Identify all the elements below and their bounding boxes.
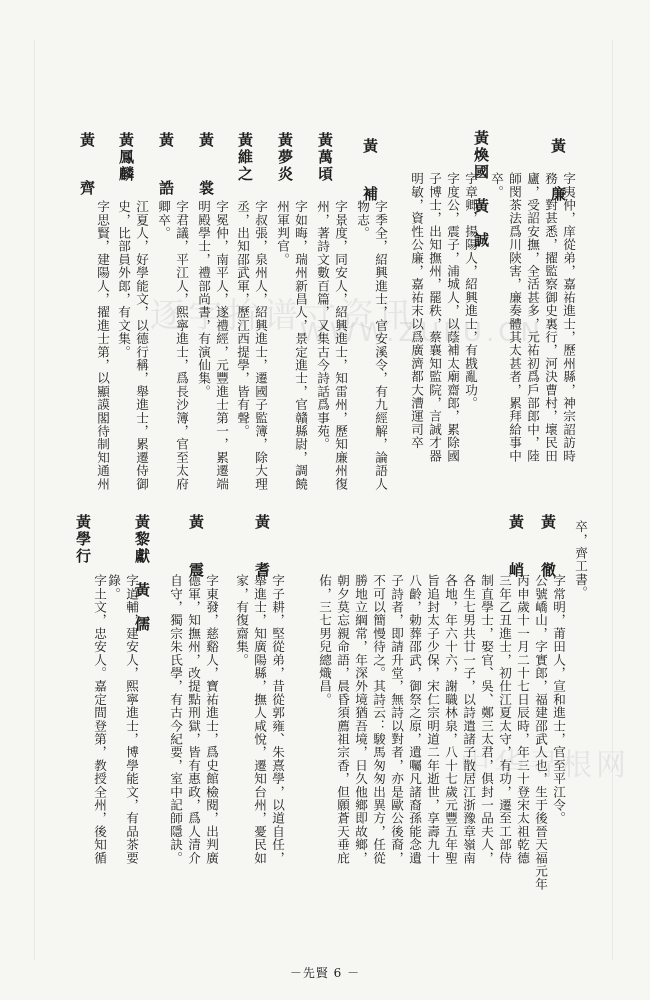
text-line: 字子耕，堅從弟，昔從郭雍、朱熹學，以道自任， (270, 574, 285, 865)
text-line: 舉進士，知廣陽縣，撫人咸悅，遷知台州，憂民如 (252, 574, 267, 865)
entry-name: 黃 徹 (539, 514, 557, 586)
entry-name: 黃 裳 (197, 132, 215, 204)
text-line: 廬，受詔安撫，全活甚多，元祐初爲戶部郎中，陸 (525, 172, 540, 463)
text-line: 字叔張，泉州人，紹興進士，遷國子監簿，除大理 (253, 200, 268, 491)
text-line: 明敏，資性公廉，嘉祐末以爲廣濟都大漕運司卒 (409, 172, 424, 450)
text-line: 字夷仲，庠從弟，嘉祐進士，歷州縣，神宗詔訪時 (561, 172, 576, 463)
text-line: 明殿學士，禮部尚書，有演仙集。 (196, 200, 211, 398)
text-line: 州軍判官。 (275, 200, 290, 266)
text-line: 制直學士，娶官、吳、鄭三太君，俱封一品夫人， (479, 574, 494, 865)
text-line: 字君議，平江人，熙寧進士，爲長沙簿，官至太府 (174, 200, 189, 491)
text-line: 字景度，同安人，紹興進士，知雷州，歷知廉州復 (333, 200, 348, 491)
text-line: 子詩者，即請升堂，無詩以對者，亦是歐公後裔， (389, 574, 404, 865)
text-line: 朝夕莫忘親命語，晨昏須薦祖宗香，但願蒼天垂庇 (335, 574, 350, 865)
text-line: 物志。 (355, 200, 370, 240)
text-line: 字東發，慈谿人，寶祐進士，爲史館檢閱，出判廣 (204, 574, 219, 865)
watermark-upper-en: WWW.ZUPU.CN (300, 318, 544, 348)
text-line: 字思賢，建陽人，擢進士第，以顯謨閣待制知通州 (95, 200, 110, 491)
text-line: 子博士，出知撫州，罷秩，蔡襄知監院，言誠才器 (427, 172, 442, 463)
text-line: 德軍，知撫州，改提點刑獄，皆有惠政，爲人清介 (186, 574, 201, 865)
entry-name: 黃煥國 黃 誠 (472, 130, 490, 249)
entry-name: 黃維之 (236, 132, 254, 183)
text-line: 各生七男共廿一子，以詩遣諸子散居江浙豫章嶺南 (461, 574, 476, 865)
text-line: 字度公，震子，浦城人，以蔭補太廟齋郎，累除國 (445, 172, 460, 463)
text-line: 公號嶠山，字實郎，福建邵武人也，生于後晉天福元年 (533, 574, 548, 891)
entry-name: 黃 誥 (157, 132, 175, 204)
text-line: 字道輔，建安人，熙寧進士，博學能文，有品茶要 (124, 574, 139, 865)
text-line: 字冕仲，南平人，遂禮經，元豐進士第一，累遷端 (214, 200, 229, 491)
text-line: 各地，年六十六，謝職林泉，八十七歲元豐五年聖 (443, 574, 458, 865)
entry-name: 黃學行 (74, 514, 92, 565)
text-line: 字如晦，瑞州新昌人，景定進士，官贛縣尉，調饒 (293, 200, 308, 491)
text-line: 錄。 (106, 574, 121, 601)
entry-name: 黃 廉 (549, 138, 567, 210)
text-line: 卒，齊工書。 (573, 520, 588, 600)
text-line: 佑，三七男兒總熾昌。 (317, 574, 332, 706)
watermark-upper: 逐字拚谱寸资讯 (150, 296, 416, 336)
text-line: 勝地立綱常，年深外境猶吾境，日久他鄉即故鄉， (353, 574, 368, 865)
entry-name: 黃 補 (361, 138, 379, 210)
text-line: 三年乙丑進士，初仕江夏太守，有功，遷至工部侍 (497, 574, 512, 865)
text-line: 務，對甚悉，擢監察御史裏行，河決曹村，壞民田 (543, 172, 558, 463)
entry-name: 黃 齊 (78, 132, 96, 204)
watermark-lower: 中华寻根网 (460, 748, 630, 783)
text-line: 卒。 (489, 172, 504, 199)
entry-name: 黃 震 (187, 514, 205, 586)
text-line: 字季全，紹興進士，官安溪令，有九經解，論語人 (373, 200, 388, 491)
text-line: 字常明，莆田人，宣和進士，官至平江令。 (551, 574, 566, 825)
text-line: 旨追封太子少保，宋仁宗明道二年逝世，享壽九十 (425, 574, 440, 865)
entry-name: 黃夢炎 (276, 132, 294, 183)
text-line: 自守，獨宗朱氏學，有古今紀要，室中記師隱訣。 (168, 574, 183, 865)
entry-name: 黃鳳麟 (117, 132, 135, 183)
entry-name: 黃萬頃 (316, 132, 334, 183)
entry-name: 黃 峭 (507, 514, 525, 586)
text-line: 卿卒。 (156, 200, 171, 240)
text-line: 家，有復齋集。 (234, 574, 249, 667)
text-line: 江夏人，好學能文，以德行稱，舉進士，累遷侍御 (134, 200, 149, 491)
text-line: 州，著詩文數百篇，又集古今詩話爲事苑。 (315, 200, 330, 451)
text-line: 師閔茶法爲川陝害，廉奏體其太甚者，累拜給事中 (507, 172, 522, 463)
text-line: 字章卿，揚陽人，紹興進士，有戡亂功。 (463, 172, 478, 410)
text-line: 史，比部員外郎，有文集。 (116, 200, 131, 359)
text-line: 丙申歲十一月二十七日辰時，年三十登宋太祖乾德 (515, 574, 530, 865)
text-line: 字土文，忠安人。嘉定間登第，教授全州，後知循 (92, 574, 107, 865)
page-number: －先賢 6 － (289, 966, 361, 980)
entry-name: 黃黎獻 黃 儒 (133, 514, 151, 633)
text-line: 丞，出知邵武軍，歷江西提學，皆有聲。 (235, 200, 250, 438)
text-line: 不可以簡慢待之。其詩云：駿馬匆匆出異方，任從 (371, 574, 386, 865)
text-line: 八齡，勅葬邵武，御祭之原，遺囑凡諸裔孫能念遺 (407, 574, 422, 865)
entry-name: 黃 耆 (253, 514, 271, 586)
